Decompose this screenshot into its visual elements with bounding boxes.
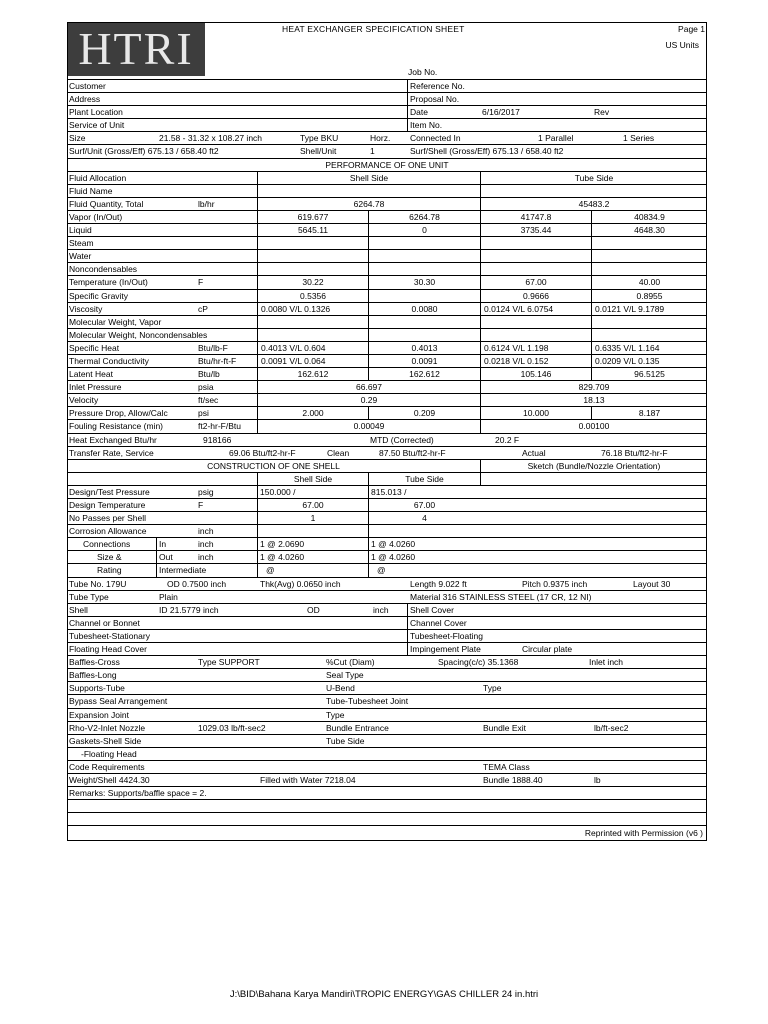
tube-in-value: 41747.8 [480, 211, 591, 223]
impingement-plate-value: Circular plate [522, 644, 573, 655]
floating-head-label: -Floating Head [81, 748, 137, 759]
tube-in-value: 0.0124 V/L 6.0754 [480, 303, 591, 315]
shell-out-value: 0 [368, 224, 480, 236]
bundle-weight: Bundle 1888.40 [483, 774, 543, 785]
baffles-long-label: Baffles-Long [69, 670, 117, 681]
tube-in-value: 10.000 [480, 407, 591, 419]
shell-in-value: 0.0080 V/L 0.1326 [257, 303, 368, 315]
construction-title: CONSTRUCTION OF ONE SHELL [207, 460, 340, 471]
gaskets-shell-label: Gaskets-Shell Side [69, 735, 142, 746]
dtp-shell: 150.000 / [257, 486, 295, 498]
shell-out-value [368, 237, 480, 249]
tube-out-value [591, 250, 707, 262]
row-label: Velocity [69, 395, 99, 406]
gaskets-tube-label: Tube Side [326, 735, 365, 746]
tube-side-header: Tube Side [480, 172, 707, 184]
tube-od: OD 0.7500 inch [167, 578, 227, 589]
weight-shell: Weight/Shell 4424.30 [69, 774, 150, 785]
corrosion-tube [368, 525, 480, 537]
tube-type-label: Tube Type [69, 591, 109, 602]
tube-value: 18.13 [480, 394, 707, 406]
remarks: Remarks: Supports/baffle space = 2. [69, 788, 207, 799]
conn-out-unit: inch [198, 552, 214, 563]
fluid-name-label: Fluid Name [69, 185, 113, 196]
psig-unit: psig [198, 486, 214, 497]
expansion-type-label: Type [326, 709, 345, 720]
type-label: Type BKU [300, 133, 339, 144]
fluid-name-tube [480, 185, 707, 197]
shell-in-value [257, 329, 368, 341]
performance-row [67, 237, 707, 250]
performance-row [67, 250, 707, 263]
conn-out-tube: 1 @ 4.0260 [368, 551, 415, 563]
performance-row [67, 394, 707, 407]
tube-out-value [591, 329, 707, 341]
surf-shell: Surf/Shell (Gross/Eff) 675.13 / 658.40 ft2 [410, 146, 564, 157]
shell-id: ID 21.5779 inch [159, 604, 219, 615]
row-label: Viscosity [69, 303, 103, 314]
row-label: Thermal Conductivity [69, 355, 149, 366]
row-unit: ft/sec [198, 395, 219, 406]
shell-out-value [368, 316, 480, 328]
tube-in-value [480, 329, 591, 341]
tube-in-value [480, 316, 591, 328]
shell-in-value: 30.22 [257, 276, 368, 288]
row-unit: cP [198, 303, 208, 314]
bundle-exit-unit: lb/ft-sec2 [594, 722, 629, 733]
page-number: Page 1 [678, 24, 705, 34]
bundle-exit-label: Bundle Exit [483, 722, 526, 733]
type-orientation: Horz. [370, 133, 391, 144]
tube-value: 829.709 [480, 381, 707, 393]
tube-tubesheet-joint-label: Tube-Tubesheet Joint [326, 696, 409, 707]
rho-v2-label: Rho-V2-Inlet Nozzle [69, 722, 146, 733]
expansion-joint-label: Expansion Joint [69, 709, 130, 720]
conn-in-label: In [156, 538, 166, 550]
row-unit: Btu/hr-ft-F [198, 355, 237, 366]
row-label: Molecular Weight, Vapor [69, 316, 162, 327]
design-test-pressure-label: Design/Test Pressure [69, 486, 150, 497]
performance-row [67, 329, 707, 342]
conn-in-tube: 1 @ 4.0260 [368, 538, 415, 550]
bundle-weight-unit: lb [594, 774, 601, 785]
tube-length: Length 9.022 ft [410, 578, 467, 589]
code-requirements-label: Code Requirements [69, 761, 145, 772]
tube-out-value [591, 263, 707, 275]
shell-out-value: 0.0080 [368, 303, 480, 315]
performance-row [67, 355, 707, 368]
shell-value: 0.00049 [257, 420, 480, 432]
tube-in-value: 0.0218 V/L 0.152 [480, 355, 591, 367]
filled-water: Filled with Water 7218.04 [260, 774, 356, 785]
shell-value: 0.29 [257, 394, 480, 406]
service-of-unit-label: Service of Unit [69, 120, 125, 131]
date-value: 6/16/2017 [482, 107, 520, 118]
reference-no-label: Reference No. [407, 80, 465, 92]
shell-in-value [257, 237, 368, 249]
row-label: Steam [69, 238, 94, 249]
reprinted-note: Reprinted with Permission (v6 ) [584, 828, 703, 839]
channel-bonnet-label: Channel or Bonnet [69, 617, 140, 628]
row-unit: psi [198, 408, 209, 419]
shell-value: 66.697 [257, 381, 480, 393]
shell-out-value [368, 250, 480, 262]
size-value: 21.58 - 31.32 x 108.27 inch [159, 133, 263, 144]
seal-type-label: Seal Type [326, 670, 364, 681]
tube-in-value: 0.9666 [480, 290, 591, 302]
shell-unit-label: Shell/Unit [300, 146, 337, 157]
design-temp-label: Design Temperature [69, 500, 146, 510]
shell-out-value: 0.4013 [368, 342, 480, 354]
tube-out-value: 0.0209 V/L 0.135 [591, 355, 707, 367]
customer-label: Customer [69, 81, 106, 91]
tube-pitch: Pitch 0.9375 inch [522, 578, 588, 589]
tube-out-value: 40834.9 [591, 211, 707, 223]
conn-out-shell: 1 @ 4.0260 [257, 551, 304, 563]
tube-out-value: 8.187 [591, 407, 707, 419]
clean-value: 87.50 Btu/ft2-hr-F [379, 447, 446, 458]
shell-od-unit: inch [373, 604, 389, 615]
passes-shell: 1 [257, 512, 368, 524]
row-unit: F [198, 277, 204, 288]
transfer-rate-label: Transfer Rate, Service [69, 447, 154, 458]
shell-cover-label: Shell Cover [407, 604, 454, 616]
series-value: 1 Series [623, 133, 655, 144]
tube-material: Material 316 STAINLESS STEEL (17 CR, 12 NI) [410, 591, 592, 602]
conn-in-shell: 1 @ 2.0690 [257, 538, 304, 550]
shell-unit-value: 1 [370, 146, 375, 157]
tube-layout: Layout 30 [633, 578, 671, 589]
shell-out-value: 30.30 [368, 276, 480, 288]
service-value: 69.06 Btu/ft2-hr-F [229, 447, 296, 458]
dtp-tube: 815.013 / [368, 486, 406, 498]
supports-tube-label: Supports-Tube [69, 683, 125, 694]
shell-value: 6264.78 [257, 198, 480, 210]
row-label: Liquid [69, 225, 92, 236]
corrosion-unit: inch [198, 526, 214, 537]
performance-row [67, 381, 707, 394]
baffles-inlet: Inlet inch [589, 657, 624, 668]
conn-out-label: Out [156, 551, 173, 563]
size-label: Size [69, 133, 86, 144]
shell-label: Shell [69, 604, 88, 615]
tube-out-value: 40.00 [591, 276, 707, 288]
design-temp-unit: F [198, 500, 204, 510]
size-amp-label: Size & [97, 552, 122, 563]
corrosion-shell [257, 525, 368, 537]
row-label: Inlet Pressure [69, 382, 122, 393]
performance-row [67, 407, 707, 420]
plant-location-label: Plant Location [69, 107, 123, 118]
shell-in-value: 0.5356 [257, 290, 368, 302]
shell-in-value: 0.4013 V/L 0.604 [257, 342, 368, 354]
address-label: Address [69, 94, 101, 105]
bypass-seal-label: Bypass Seal Arrangement [69, 696, 168, 707]
tube-out-value: 96.5125 [591, 368, 707, 380]
tubesheet-floating-label: Tubesheet-Floating [407, 630, 483, 642]
channel-cover-label: Channel Cover [407, 617, 467, 629]
tube-in-value: 0.6124 V/L 1.198 [480, 342, 591, 354]
performance-row [67, 368, 707, 381]
performance-row [67, 420, 707, 433]
proposal-no-label: Proposal No. [407, 93, 459, 105]
shell-out-value: 6264.78 [368, 211, 480, 223]
row-label: Specific Gravity [69, 290, 129, 301]
row-label: Specific Heat [69, 342, 120, 353]
performance-row [67, 276, 707, 289]
corrosion-label: Corrosion Allowance [69, 526, 147, 537]
item-no-label: Item No. [407, 119, 442, 131]
u-bend-label: U-Bend [326, 683, 355, 694]
dt-shell: 67.00 [257, 499, 368, 511]
tube-out-value: 0.0121 V/L 9.1789 [591, 303, 707, 315]
shell-in-value: 2.000 [257, 407, 368, 419]
performance-row [67, 316, 707, 329]
fluid-allocation-label: Fluid Allocation [69, 172, 127, 183]
date-label: Date [407, 106, 428, 118]
performance-row [67, 263, 707, 276]
tube-out-value: 0.6335 V/L 1.164 [591, 342, 707, 354]
conn-in-unit: inch [198, 539, 214, 550]
actual-value: 76.18 Btu/ft2-hr-F [601, 447, 668, 458]
shell-side-header: Shell Side [257, 172, 480, 184]
conn-int-tube: @ [368, 564, 386, 576]
baffles-spacing: Spacing(c/c) 35.1368 [438, 657, 519, 668]
performance-row [67, 290, 707, 303]
conn-int-label: Intermediate [156, 564, 206, 576]
baffles-cross-label: Baffles-Cross [69, 657, 120, 668]
impingement-plate-label: Impingement Plate [407, 643, 481, 655]
heat-exchanged-value: 918166 [203, 434, 232, 445]
tube-thk: Thk(Avg) 0.0650 inch [260, 578, 341, 589]
dt-tube: 67.00 [368, 499, 480, 511]
tube-in-value [480, 250, 591, 262]
mtd-value: 20.2 F [495, 434, 520, 445]
bundle-entrance-label: Bundle Entrance [326, 722, 389, 733]
shell-in-value [257, 250, 368, 262]
tube-type-value: Plain [159, 591, 178, 602]
actual-label: Actual [522, 447, 546, 458]
shell-in-value: 619.677 [257, 211, 368, 223]
shell-in-value [257, 263, 368, 275]
row-label: Molecular Weight, Noncondensables [69, 329, 208, 340]
shell-in-value: 0.0091 V/L 0.064 [257, 355, 368, 367]
passes-label: No Passes per Shell [69, 513, 147, 524]
tube-in-value [480, 263, 591, 275]
cons-tube-side-header: Tube Side [368, 473, 480, 485]
tubesheet-stationary-label: Tubesheet-Stationary [69, 630, 150, 641]
tube-out-value: 4648.30 [591, 224, 707, 236]
row-label: Fouling Resistance (min) [69, 421, 164, 432]
tube-in-value: 105.146 [480, 368, 591, 380]
row-unit: Btu/lb-F [198, 342, 228, 353]
units-label: US Units [665, 40, 699, 50]
baffles-type: Type SUPPORT [198, 657, 260, 668]
fluid-name-shell [257, 185, 480, 197]
shell-in-value: 162.612 [257, 368, 368, 380]
u-bend-type-label: Type [483, 683, 502, 694]
tema-class-label: TEMA Class [483, 761, 530, 772]
performance-row [67, 342, 707, 355]
mtd-label: MTD (Corrected) [370, 434, 434, 445]
performance-row [67, 224, 707, 237]
cons-shell-side-header: Shell Side [257, 473, 368, 485]
row-label: Fluid Quantity, Total [69, 198, 144, 209]
tube-out-value [591, 316, 707, 328]
shell-od: OD [307, 604, 320, 615]
tube-in-value: 67.00 [480, 276, 591, 288]
tube-out-value [591, 237, 707, 249]
shell-out-value: 0.0091 [368, 355, 480, 367]
rating-label: Rating [97, 565, 122, 576]
sheet-title: HEAT EXCHANGER SPECIFICATION SHEET [282, 24, 465, 34]
shell-out-value [368, 263, 480, 275]
conn-int-shell: @ [257, 564, 275, 576]
performance-rows [67, 198, 707, 434]
row-label: Noncondensables [69, 264, 138, 275]
tube-no: Tube No. 179U [69, 578, 127, 589]
clean-label: Clean [327, 447, 350, 458]
shell-in-value: 5645.11 [257, 224, 368, 236]
row-label: Vapor (In/Out) [69, 211, 123, 222]
htri-logo: HTRI [67, 22, 205, 76]
performance-title: PERFORMANCE OF ONE UNIT [325, 159, 449, 170]
shell-out-value: 162.612 [368, 368, 480, 380]
row-unit: ft2-hr-F/Btu [198, 421, 241, 432]
row-label: Water [69, 251, 92, 262]
job-no-label: Job No. [408, 67, 438, 77]
row-unit: psia [198, 382, 214, 393]
tube-out-value: 0.8955 [591, 290, 707, 302]
sketch-title: Sketch (Bundle/Nozzle Orientation) [480, 460, 707, 472]
baffles-cut: %Cut (Diam) [326, 657, 375, 668]
parallel-value: 1 Parallel [538, 133, 574, 144]
heat-exchanged-label: Heat Exchanged Btu/hr [69, 434, 157, 445]
performance-row [67, 211, 707, 224]
spec-table [67, 66, 707, 841]
shell-out-value [368, 290, 480, 302]
tube-in-value: 3735.44 [480, 224, 591, 236]
connections-label: Connections [83, 539, 131, 550]
shell-out-value [368, 329, 480, 341]
rho-v2-value: 1029.03 lb/ft-sec2 [198, 722, 266, 733]
file-path: J:\BID\Bahana Karya Mandiri\TROPIC ENERGY\GAS CHILLER 24 in.htri [229, 989, 539, 1000]
tube-in-value [480, 237, 591, 249]
row-label: Latent Heat [69, 369, 113, 380]
rev-label: Rev [594, 107, 610, 118]
connected-in-label: Connected In [410, 133, 461, 144]
floating-head-cover-label: Floating Head Cover [69, 644, 147, 655]
shell-in-value [257, 316, 368, 328]
tube-value: 45483.2 [480, 198, 707, 210]
sketch-area-top [480, 473, 707, 485]
surf-unit: Surf/Unit (Gross/Eff) 675.13 / 658.40 ft2 [69, 146, 219, 157]
passes-tube: 4 [368, 512, 480, 524]
tube-value: 0.00100 [480, 420, 707, 432]
shell-out-value: 0.209 [368, 407, 480, 419]
performance-row [67, 303, 707, 316]
row-unit: Btu/lb [198, 369, 220, 380]
row-label: Temperature (In/Out) [69, 277, 148, 288]
performance-row [67, 198, 707, 211]
row-label: Pressure Drop, Allow/Calc [69, 408, 168, 419]
row-unit: lb/hr [198, 198, 215, 209]
